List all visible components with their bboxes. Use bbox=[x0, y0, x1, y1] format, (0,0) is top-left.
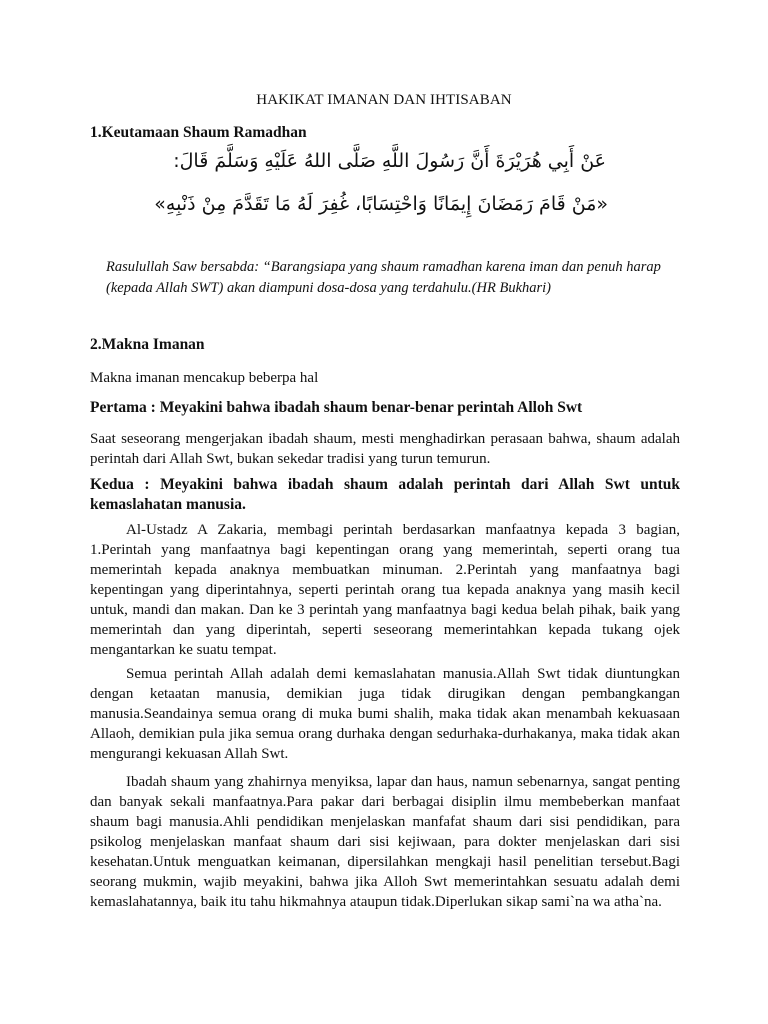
paragraph-1: Al-Ustadz A Zakaria, membagi perintah berdasarkan manfaatnya kepada 3 bagian, 1.Perintah yang manfaatnya bagi kepentingan orang yang memerintah, seperti orang tua memerintah kepada anaknya membuatkan minuman. 2.Perintah yang manfaatnya bagi kepentingan yang diperintahnya, seperti perintah orang tua kepada anaknya yang masih kecil untuk, mandi dan makan. Dan ke 3 perintah yang manfaatnya bagi kedua belah pihak, baik yang memerintah dan yang diperintah, seperti seseorang memerintahkan kepada tukang ojek mengantarkan ke suatu tempat. bbox=[90, 522, 680, 658]
section-heading-makna: 2.Makna Imanan bbox=[90, 336, 205, 353]
arabic-hadith-line-2: «مَنْ قَامَ رَمَضَانَ إِيمَانًا وَاحْتِسَابًا، غُفِرَ لَهُ مَا تَقَدَّمَ مِنْ ذَنْبِهِ» bbox=[154, 193, 608, 215]
hadith-translation: Rasulullah Saw bersabda: “Barangsiapa yang shaum ramadhan karena iman dan penuh harap (kepada Allah SWT) akan diampuni dosa-dosa yang terdahulu.(HR Bukhari) bbox=[106, 259, 661, 296]
point-1-heading: Pertama : Meyakini bahwa ibadah shaum benar-benar perintah Alloh Swt bbox=[90, 399, 583, 416]
section-intro: Makna imanan mencakup beberpa hal bbox=[90, 370, 319, 386]
arabic-hadith-line-1: عَنْ أَبِي هُرَيْرَةَ أَنَّ رَسُولَ اللَّهِ صَلَّى اللهُ عَلَيْهِ وَسَلَّمَ قَالَ: bbox=[173, 150, 606, 172]
point-1-text: Saat seseorang mengerjakan ibadah shaum, mesti menghadirkan perasaan bahwa, shaum adalah perintah dari Allah Swt, bukan sekedar tradisi yang turun temurun. bbox=[90, 431, 680, 467]
point-2-heading: Kedua : Meyakini bahwa ibadah shaum adalah perintah dari Allah Swt untuk kemaslahatan manusia. bbox=[90, 476, 680, 513]
paragraph-3: Ibadah shaum yang zhahirnya menyiksa, lapar dan haus, namun sebenarnya, sangat penting dan banyak sekali manfaatnya.Para pakar dari berbagai disiplin ilmu membeberkan manfaat shaum bagi manusia.Ahli pendidikan menjelaskan manfafat shaum dari sisi pendidikan, para psikolog menjelaskan manfaat shaum dari sisi kejiwaan, para dokter menjelaskan dari sisi kesehatan.Untuk menguatkan keimanan, dipersilahkan mengkaji hasil penelitian tersebut.Bagi seorang mukmin, wajib meyakini, bahwa jika Alloh Swt memerintahkan sesuatu adalah demi kemaslahatannya, baik itu tahu hikmahnya ataupun tidak.Diperlukan sikap sami`na wa atha`na. bbox=[90, 774, 680, 910]
paragraph-2: Semua perintah Allah adalah demi kemaslahatan manusia.Allah Swt tidak diuntungkan dengan ketaatan manusia, demikian juga tidak dirugikan dengan pembangkangan manusia.Seandainya semua orang di muka bumi shalih, maka tidak akan menambah kekuasaan Allaoh, demikian pula jika semua orang durhaka dengan sedurhaka-durhakanya, maka tidak akan mengurangi kekuasan Allah Swt. bbox=[90, 666, 680, 762]
document-title: HAKIKAT IMANAN DAN IHTISABAN bbox=[256, 92, 512, 108]
section-heading-keutamaan: 1.Keutamaan Shaum Ramadhan bbox=[90, 124, 307, 141]
